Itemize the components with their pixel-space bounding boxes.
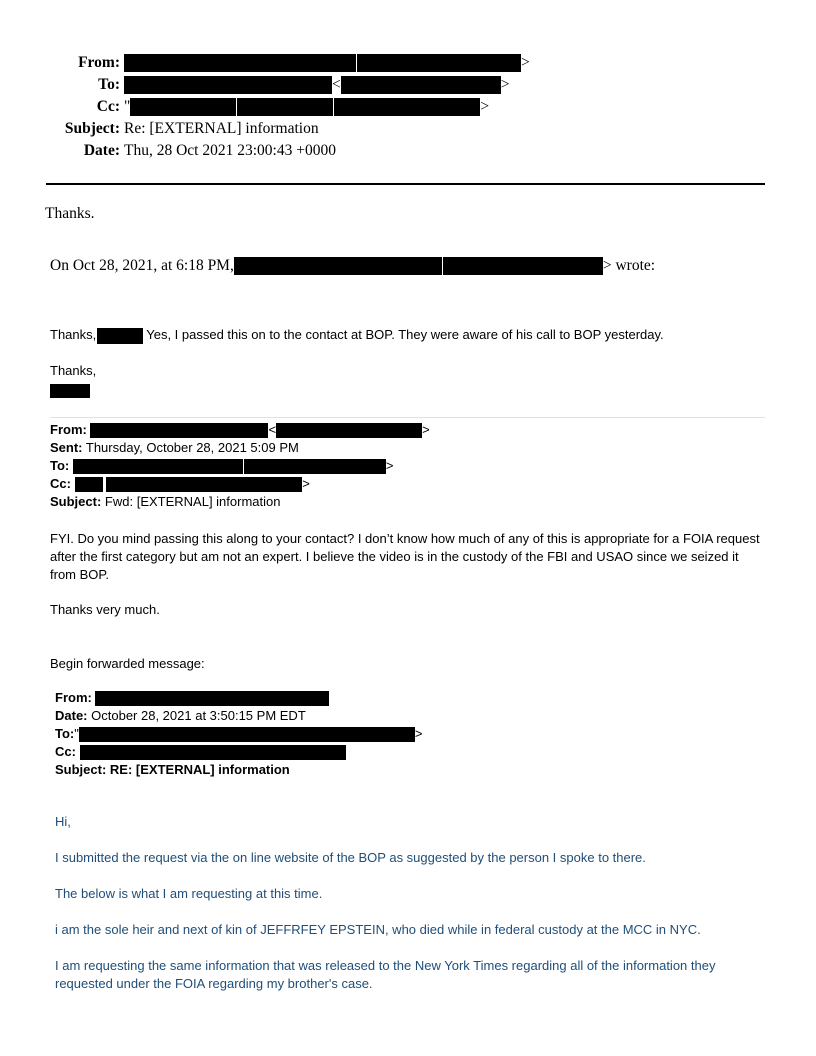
- header-divider: [46, 183, 765, 185]
- redaction-box: [95, 691, 329, 706]
- from-value: [124, 52, 530, 74]
- cc-value: [124, 96, 489, 118]
- fwd-cc-label: Cc:: [50, 476, 71, 491]
- redaction-box: [106, 477, 302, 492]
- orig-subject-value: RE: [EXTERNAL] information: [109, 762, 290, 777]
- redaction-box: [334, 98, 480, 116]
- redaction-box: [50, 384, 90, 398]
- orig-cc-label: Cc:: [55, 744, 76, 759]
- angle-close: >: [385, 458, 394, 473]
- cc-label: Cc:: [96, 98, 120, 115]
- orig-para-1: I submitted the request via the on line website of the BOP as suggested by the person I spoke to there.: [55, 850, 646, 865]
- fwd-from-label: From:: [50, 422, 87, 437]
- redaction-box: [341, 76, 501, 94]
- orig-from-row: [55, 689, 329, 707]
- signature-redaction: [50, 382, 90, 400]
- orig-date-label: Date:: [55, 708, 88, 723]
- redaction-box: [234, 257, 442, 275]
- redaction-box: [79, 727, 415, 742]
- angle-close: >: [302, 476, 310, 491]
- orig-cc-row: [55, 743, 346, 761]
- date-label: Date:: [83, 142, 120, 159]
- quoted-line-1: [50, 326, 664, 344]
- reply-text: Thanks.: [45, 205, 95, 222]
- angle-close: >: [480, 98, 490, 115]
- header-from-row: [0, 52, 760, 74]
- to-quote: ": [74, 726, 79, 741]
- from-label: From:: [78, 54, 120, 71]
- quoted-line-1-text: Yes, I passed this on to the contact at BOP. They were aware of his call to BOP yesterday.: [146, 327, 664, 342]
- fwd-subject-row: [50, 493, 280, 511]
- fwd-sent-row: [50, 439, 299, 457]
- orig-to-label: To:: [55, 726, 75, 741]
- redaction-box: [80, 745, 346, 760]
- redaction-box: [124, 54, 356, 72]
- to-value: [124, 74, 510, 96]
- angle-open: <: [332, 76, 341, 93]
- fwd-cc-row: [50, 475, 310, 493]
- cc-quote: ": [124, 98, 131, 115]
- fwd-body-para-2: Thanks very much.: [50, 602, 160, 617]
- redaction-box: [73, 459, 243, 474]
- redaction-box: [130, 98, 236, 116]
- orig-to-row: [55, 725, 422, 743]
- redaction-box: [75, 477, 103, 492]
- fwd-subject-label: Subject:: [50, 494, 102, 509]
- redaction-box: [237, 98, 333, 116]
- redaction-box: [357, 54, 521, 72]
- header-cc-row: [0, 96, 760, 118]
- redaction-box: [90, 423, 268, 438]
- header-subject-row: [0, 118, 760, 140]
- angle-close: >: [422, 422, 430, 437]
- fwd-sent-value: Thursday, October 28, 2021 5:09 PM: [85, 440, 299, 455]
- to-label: To:: [98, 76, 120, 93]
- quoted-thanks: Thanks,: [50, 327, 97, 342]
- attribution-prefix: On Oct 28, 2021, at 6:18 PM,: [50, 257, 234, 274]
- orig-date-value: October 28, 2021 at 3:50:15 PM EDT: [91, 708, 306, 723]
- fwd-sent-label: Sent:: [50, 440, 83, 455]
- angle-close: >: [500, 76, 510, 93]
- fwd-to-row: [50, 457, 393, 475]
- quote-attribution: [50, 257, 655, 275]
- fwd-subject-value: Fwd: [EXTERNAL] information: [104, 494, 281, 509]
- redaction-box: [443, 257, 603, 275]
- date-value: Thu, 28 Oct 2021 23:00:43 +0000: [124, 142, 336, 159]
- quoted-signoff: Thanks,: [50, 363, 97, 378]
- orig-para-2: The below is what I am requesting at this time.: [55, 886, 323, 901]
- fwd-body-para-1: FYI. Do you mind passing this along to your contact? I don’t know how much of any of this is appropriate for a FOIA request after the first category but am not an expert. I believe the video is in the custody of the FBI and USAO since we seized it from BOP.: [50, 531, 760, 582]
- orig-subject-label: Subject:: [55, 762, 107, 777]
- orig-greeting: Hi,: [55, 814, 71, 829]
- orig-para-3: i am the sole heir and next of kin of JEFFRFEY EPSTEIN, who died while in federal custody at the MCC in NYC.: [55, 922, 701, 937]
- angle-close: >: [521, 54, 530, 71]
- angle-open: <: [268, 422, 277, 437]
- fwd-to-label: To:: [50, 458, 70, 473]
- header-date-row: [0, 140, 760, 162]
- redaction-box: [124, 76, 332, 94]
- orig-subject-row: [55, 761, 290, 779]
- redaction-box: [244, 459, 386, 474]
- subject-value: Re: [EXTERNAL] information: [124, 120, 319, 137]
- orig-date-row: [55, 707, 306, 725]
- redaction-box: [276, 423, 422, 438]
- fwd-from-row: [50, 421, 430, 439]
- orig-from-label: From:: [55, 690, 92, 705]
- orig-para-4: I am requesting the same information that was released to the New York Times regarding all of the information they requested under the FOIA regarding my brother's case.: [55, 958, 716, 991]
- quoted-divider: [50, 417, 765, 418]
- subject-label: Subject:: [64, 120, 120, 137]
- attribution-suffix: > wrote:: [602, 257, 656, 274]
- angle-close: >: [414, 726, 423, 741]
- redaction-box: [97, 328, 143, 344]
- begin-forwarded: Begin forwarded message:: [50, 656, 205, 671]
- header-to-row: [0, 74, 760, 96]
